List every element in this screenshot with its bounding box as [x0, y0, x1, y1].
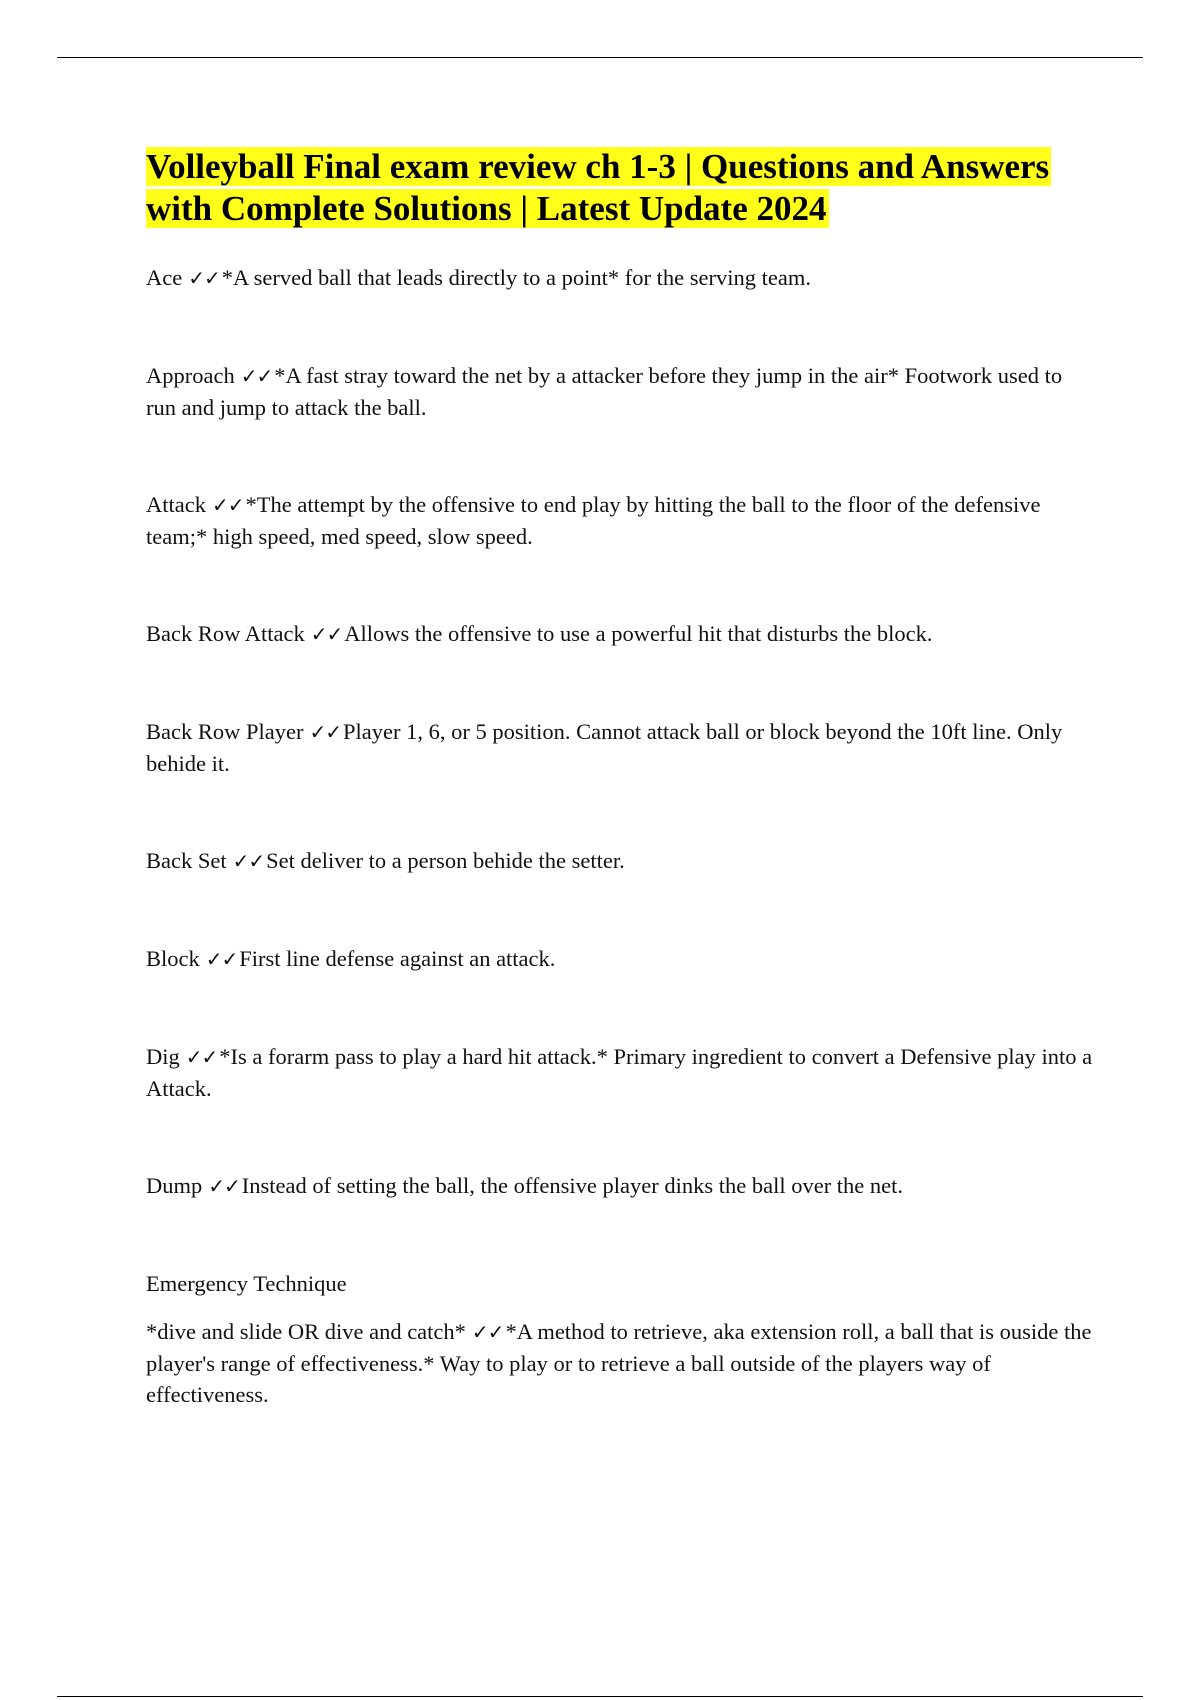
bottom-rule	[57, 1696, 1143, 1697]
entry-term: Back Row Attack	[146, 621, 305, 646]
entry-answer: *The attempt by the offensive to end play by hitting the ball to the floor of the defensive team;* high speed, med speed, slow speed.	[146, 492, 1041, 549]
entry-term: Back Row Player	[146, 719, 304, 744]
double-check-icon: ✓✓	[205, 947, 238, 971]
entry-answer: First line defense against an attack.	[239, 946, 556, 971]
double-check-icon: ✓✓	[310, 622, 343, 646]
entry-answer: Set deliver to a person behide the setter.	[266, 848, 625, 873]
double-check-icon: ✓✓	[208, 1174, 240, 1198]
glossary-entry-approach	[146, 360, 1096, 423]
entry-term: Dump	[146, 1173, 203, 1198]
entry-term: Back Set	[146, 848, 227, 873]
double-check-icon: ✓✓	[185, 1045, 218, 1069]
glossary-list	[146, 262, 1096, 1476]
double-check-icon: ✓✓	[232, 849, 265, 873]
entry-answer: *A served ball that leads directly to a point* for the serving team.	[221, 265, 811, 290]
double-check-icon: ✓✓	[309, 720, 341, 744]
entry-term: Approach	[146, 363, 235, 388]
glossary-entry-attack	[146, 489, 1096, 552]
entry-body	[146, 1316, 1096, 1410]
double-check-icon: ✓✓	[211, 493, 244, 517]
glossary-entry-emergency-technique	[146, 1268, 1096, 1410]
glossary-entry-block	[146, 943, 1096, 975]
entry-answer: *A method to retrieve, aka extension roll, a ball that is ouside the player's range of effectiveness.* Way to play or to retrieve a ball outside of the players way of effectiveness.	[146, 1319, 1092, 1407]
entry-answer: Player 1, 6, or 5 position. Cannot attack ball or block beyond the 10ft line. Only behide it.	[146, 719, 1063, 776]
document-title	[146, 146, 1106, 230]
entry-term: Ace	[146, 265, 183, 290]
glossary-entry-back-row-player	[146, 716, 1096, 779]
glossary-entry-dump	[146, 1170, 1096, 1202]
entry-term: Attack	[146, 492, 206, 517]
glossary-entry-dig	[146, 1041, 1096, 1104]
entry-answer: *Is a forarm pass to play a hard hit attack.* Primary ingredient to convert a Defensive play into a Attack.	[146, 1044, 1093, 1101]
double-check-icon: ✓✓	[188, 266, 220, 290]
title-highlight: Volleyball Final exam review ch 1-3 | Questions and Answers with Complete Solutions | Latest Update 2024	[146, 147, 1050, 228]
top-rule	[57, 57, 1143, 58]
title-block	[146, 146, 1106, 230]
entry-term: Dig	[146, 1044, 180, 1069]
glossary-entry-back-set	[146, 845, 1096, 877]
entry-term: Block	[146, 946, 200, 971]
glossary-entry-back-row-attack	[146, 618, 1096, 650]
glossary-entry-ace	[146, 262, 1096, 294]
entry-term: Emergency Technique	[146, 1271, 347, 1296]
entry-answer: Allows the offensive to use a powerful hit that disturbs the block.	[344, 621, 933, 646]
entry-answer: Instead of setting the ball, the offensive player dinks the ball over the net.	[241, 1173, 904, 1198]
double-check-icon: ✓✓	[471, 1320, 504, 1344]
entry-answer: *A fast stray toward the net by a attacker before they jump in the air* Footwork used to run and jump to attack the ball.	[146, 363, 1063, 420]
entry-term-detail: *dive and slide OR dive and catch*	[146, 1319, 466, 1344]
double-check-icon: ✓✓	[240, 364, 273, 388]
